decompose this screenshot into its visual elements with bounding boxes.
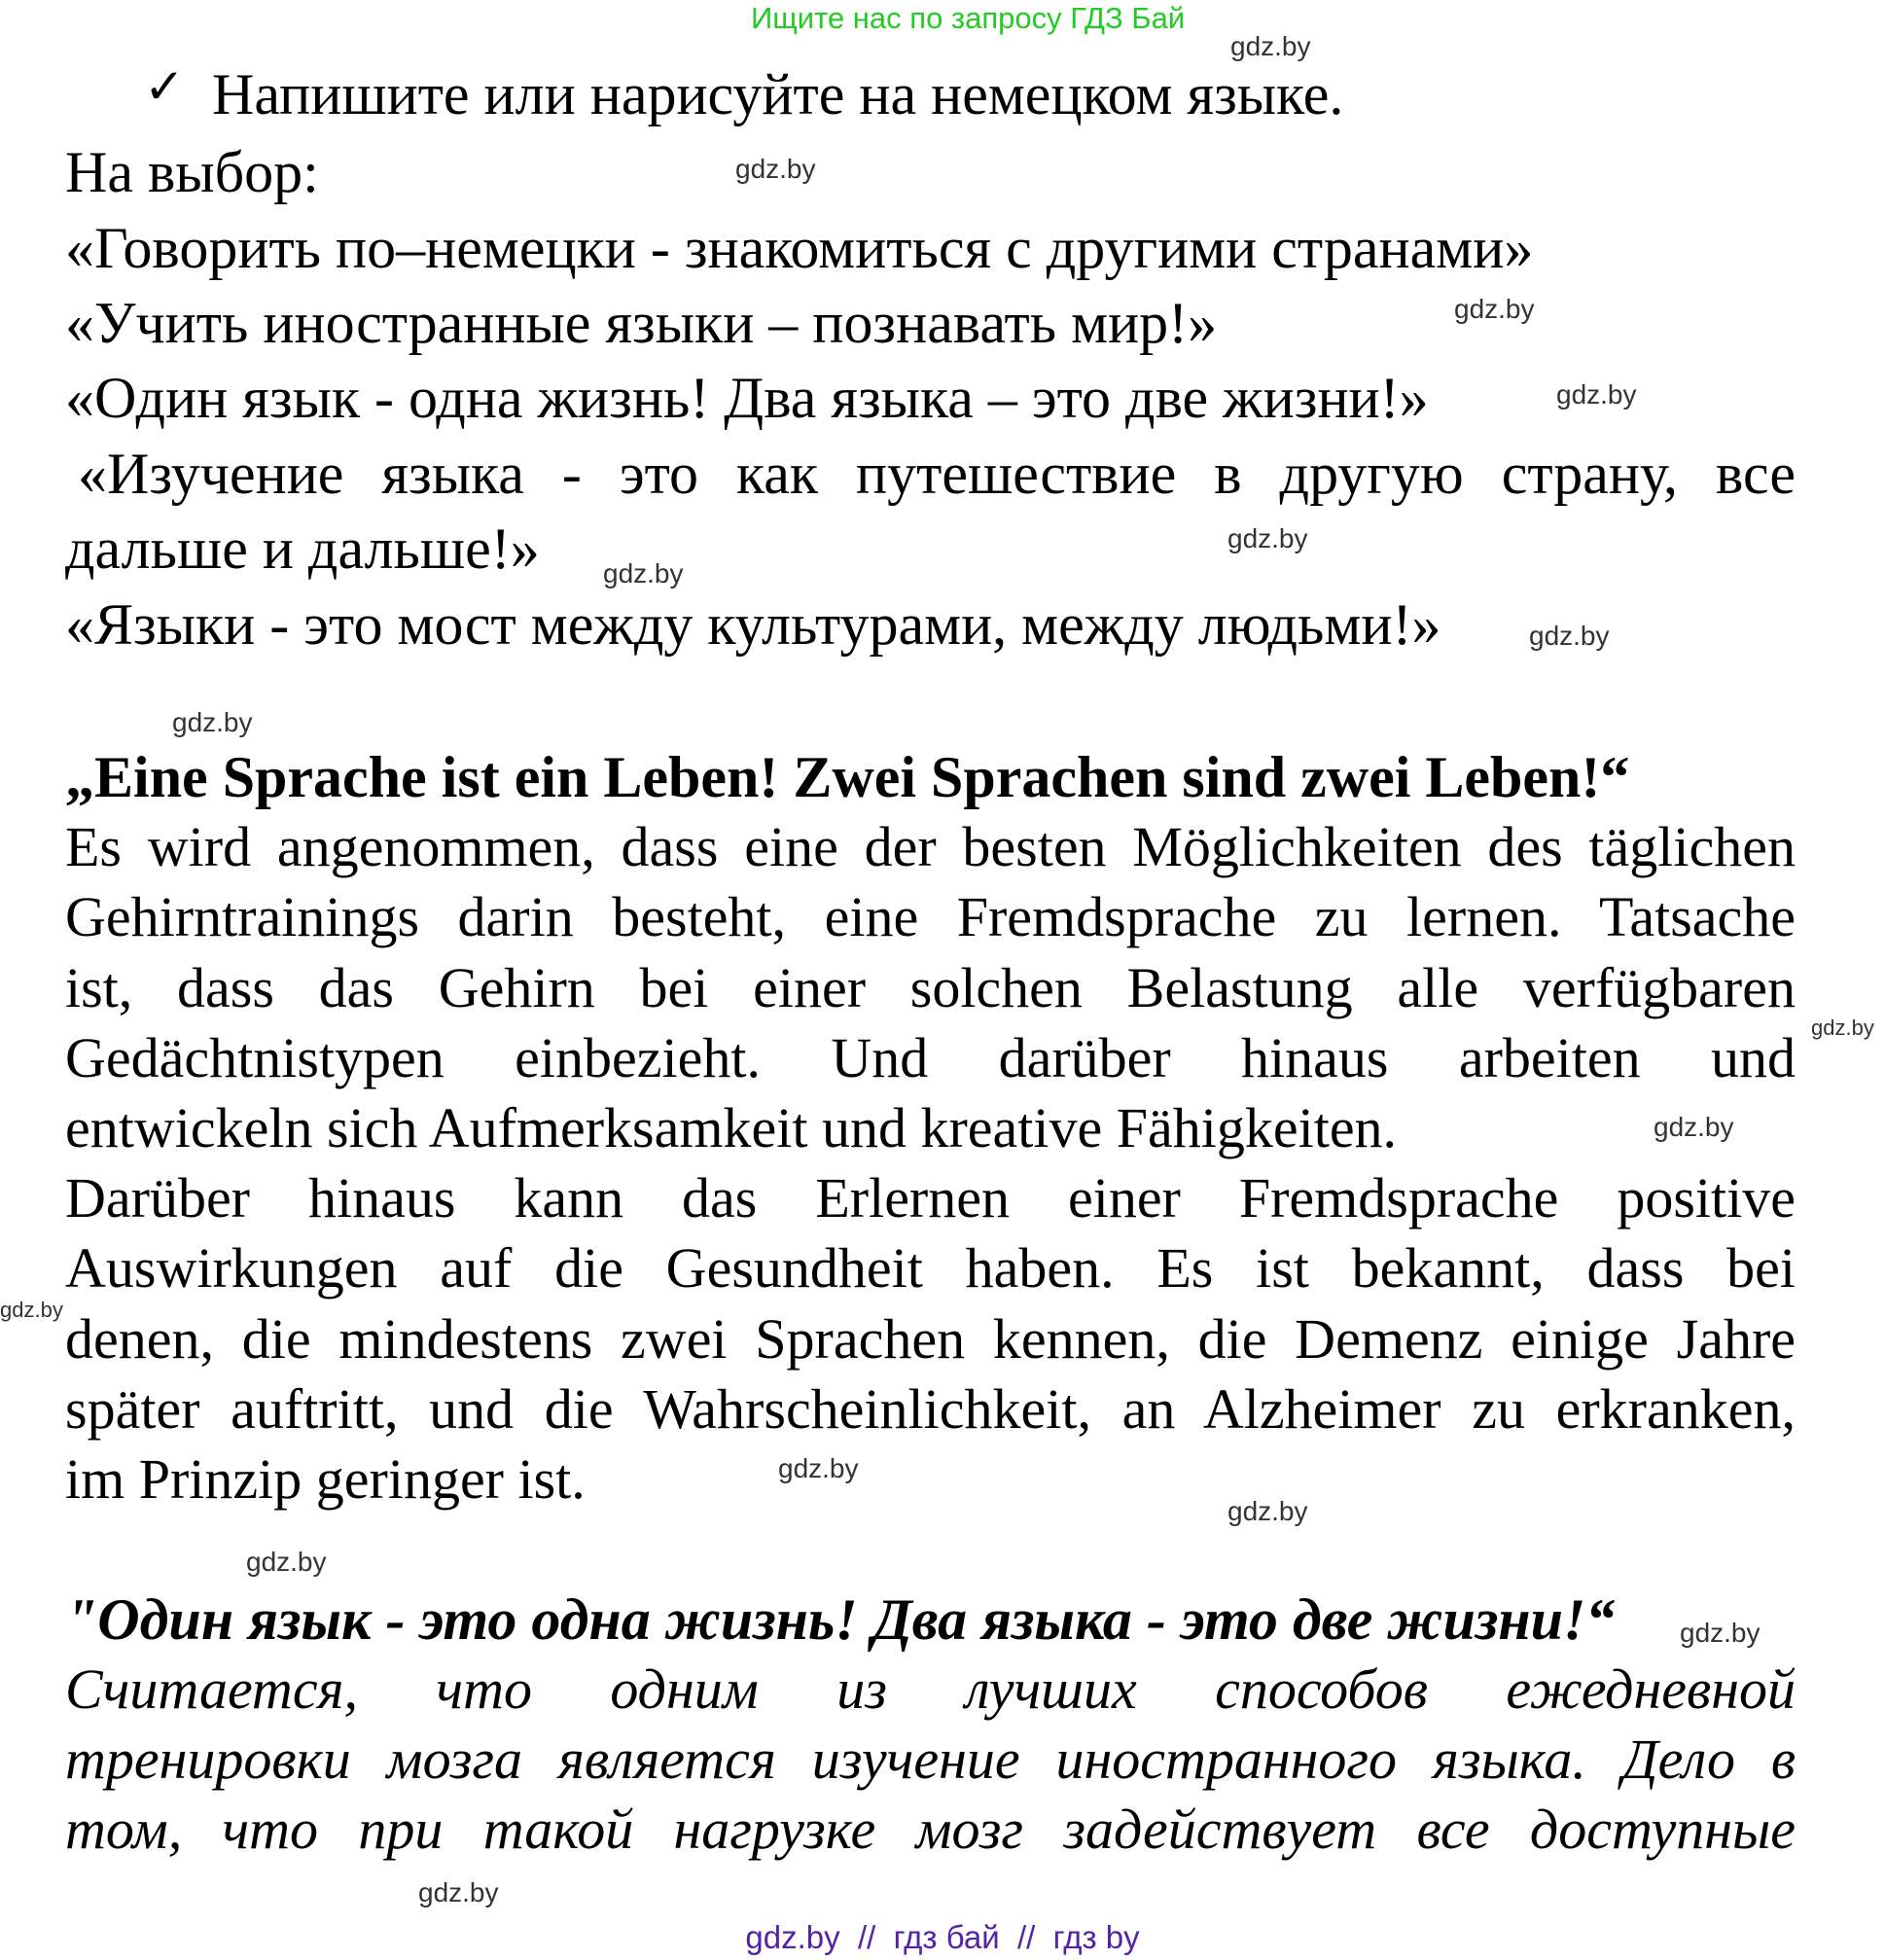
- german-line: später auftritt, und die Wahrscheinlichkeit, an Alzheimer zu erkranken,: [65, 1377, 1796, 1441]
- german-line: Auswirkungen auf die Gesundheit haben. Es ist bekannt, dass bei: [65, 1236, 1796, 1300]
- watermark: gdz.by: [418, 1877, 499, 1907]
- german-line: Gedächtnistypen einbezieht. Und darüber hinaus arbeiten und: [65, 1026, 1796, 1089]
- watermark: gdz.by: [1654, 1112, 1734, 1142]
- watermark: gdz.by: [246, 1547, 327, 1577]
- search-banner: Ищите нас по запросу ГДЗ Бай: [751, 1, 1186, 35]
- german-line: ist, dass das Gehirn bei einer solchen Belastung alle verfügbaren: [65, 956, 1796, 1019]
- watermark: gdz.by: [603, 558, 684, 588]
- watermark: gdz.by: [778, 1453, 859, 1483]
- russian-line: тренировки мозга является изучение иностранного языка. Дело в: [65, 1728, 1796, 1791]
- checkmark-icon: ✓: [144, 58, 185, 115]
- watermark: gdz.by: [1227, 1496, 1308, 1526]
- option-line: «Учить иностранные языки – познавать мир!»: [65, 291, 1218, 355]
- watermark: gdz.by: [1230, 31, 1311, 61]
- option-line: «Один язык - одна жизнь! Два языка – это две жизни!»: [65, 366, 1429, 430]
- watermark: gdz.by: [1556, 379, 1637, 410]
- watermark: gdz.by: [1811, 1016, 1874, 1040]
- watermark: gdz.by: [1680, 1618, 1761, 1648]
- watermark: gdz.by: [172, 707, 253, 737]
- watermark: gdz.by: [1529, 621, 1610, 651]
- german-title: „Eine Sprache ist ein Leben! Zwei Sprachen sind zwei Leben!“: [65, 745, 1630, 809]
- russian-title: "Один язык - это одна жизнь! Два языка - это две жизни!“: [65, 1587, 1616, 1652]
- watermark: gdz.by: [0, 1298, 63, 1322]
- german-line: denen, die mindestens zwei Sprachen kennen, die Demenz einige Jahre: [65, 1307, 1796, 1371]
- task-text: Напишите или нарисуйте на немецком языке.: [212, 62, 1344, 126]
- option-line: «Говорить по–немецки - знакомиться с другими странами»: [65, 216, 1534, 280]
- russian-line: Считается, что одним из лучших способов ежедневной: [65, 1657, 1796, 1721]
- watermark: gdz.by: [1227, 523, 1308, 553]
- watermark: gdz.by: [735, 154, 816, 184]
- german-line: im Prinzip geringer ist.: [65, 1447, 586, 1511]
- watermark: gdz.by: [1454, 294, 1535, 324]
- choice-label: На выбор:: [65, 140, 319, 204]
- option-line: «Языки - это мост между культурами, между людьми!»: [65, 592, 1441, 657]
- german-line: Es wird angenommen, dass eine der besten Möglichkeiten des täglichen: [65, 815, 1796, 878]
- german-line: Darüber hinaus kann das Erlernen einer Fremdsprache positive: [65, 1166, 1796, 1229]
- german-line: Gehirntrainings darin besteht, eine Fremdsprache zu lernen. Tatsache: [65, 885, 1796, 948]
- option-line: дальше и дальше!»: [65, 517, 540, 581]
- german-line: entwickeln sich Aufmerksamkeit und kreative Fähigkeiten.: [65, 1096, 1398, 1159]
- option-line: «Изучение языка - это как путешествие в другую страну, все: [78, 442, 1796, 506]
- footer-links: gdz.by // гдз бай // гдз by: [745, 1919, 1140, 1955]
- russian-line: том, что при такой нагрузке мозг задействует все доступные: [65, 1798, 1796, 1861]
